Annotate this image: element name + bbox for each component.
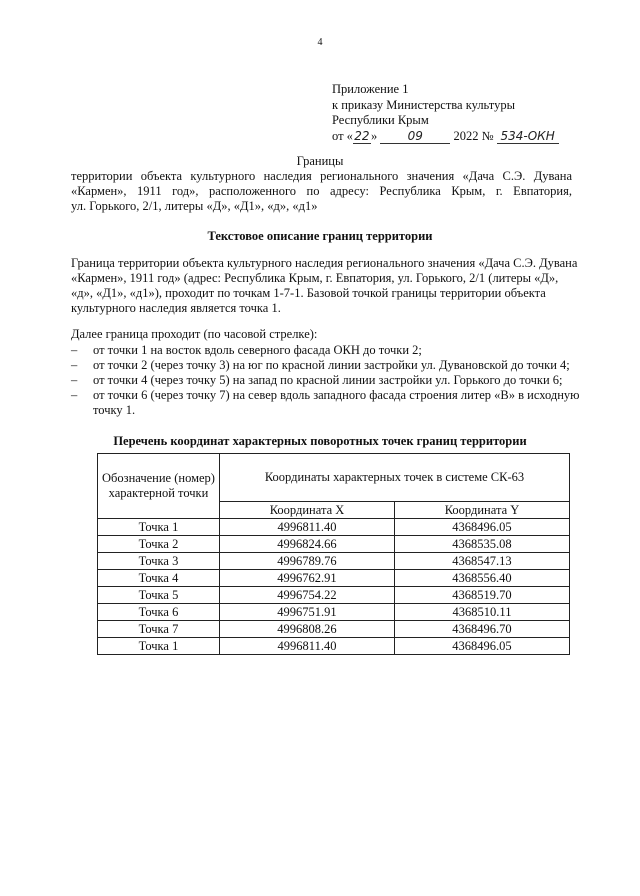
paragraph-line: Граница территории объекта культурного наследия регионального значения «Дача С.Э. Дувана: [71, 256, 578, 270]
x-cell: 4996789.76: [220, 553, 395, 570]
x-cell: 4996762.91: [220, 570, 395, 587]
appendix-date-line: [332, 129, 559, 145]
table-header-row: [98, 454, 570, 502]
point-cell: Точка 2: [98, 536, 220, 553]
description-line: ул. Горького, 2/1, литеры «Д», «Д1», «д», «д1»: [71, 199, 318, 213]
paragraph-line: «Кармен», 1911 год» (адрес: Республика Крым, г. Евпатория, ул. Горького, 2/1 (литеры «Д»,: [71, 271, 559, 285]
list-item-text: от точки 2 (через точку 3) на юг по красной линии застройки ул. Дувановской до точки 4;: [93, 358, 570, 372]
document-title: Границы: [296, 154, 344, 168]
coordinates-table: [97, 453, 570, 655]
y-cell: 4368535.08: [394, 536, 569, 553]
handwritten-order-number: 534-ОКН: [497, 130, 559, 144]
point-cell: Точка 1: [98, 519, 220, 536]
x-cell: 4996811.40: [220, 519, 395, 536]
list-item: [71, 343, 591, 358]
direction-intro: Далее граница проходит (по часовой стрелке):: [71, 327, 318, 341]
handwritten-month: 09: [380, 130, 450, 144]
x-cell: 4996824.66: [220, 536, 395, 553]
date-prefix: от «: [332, 128, 353, 143]
list-dash: –: [71, 358, 78, 372]
title-description: [71, 169, 572, 214]
coordinate-system-header: Координаты характерных точек в системе СК-63: [220, 454, 570, 502]
boundary-list: [71, 343, 591, 418]
section-heading: Текстовое описание границ территории: [207, 229, 433, 243]
table-row: [98, 621, 570, 638]
table-row: [98, 519, 570, 536]
x-cell: 4996808.26: [220, 621, 395, 638]
point-cell: Точка 5: [98, 587, 220, 604]
table-row: [98, 638, 570, 655]
y-cell: 4368556.40: [394, 570, 569, 587]
point-cell: Точка 3: [98, 553, 220, 570]
y-coordinate-header: Координата Y: [394, 502, 569, 519]
x-coordinate-header: Координата X: [220, 502, 395, 519]
y-cell: 4368496.70: [394, 621, 569, 638]
point-cell: Точка 6: [98, 604, 220, 621]
point-cell: Точка 7: [98, 621, 220, 638]
table-row: [98, 570, 570, 587]
appendix-block: [332, 82, 559, 144]
table-row: [98, 536, 570, 553]
list-item: [71, 373, 591, 388]
y-cell: 4368496.05: [394, 519, 569, 536]
table-row: [98, 587, 570, 604]
description-line: территории объекта культурного наследия регионального значения «Дача С.Э. Дувана: [71, 169, 572, 183]
paragraph-line: культурного наследия является точка 1.: [71, 301, 281, 315]
list-dash: –: [71, 373, 78, 387]
list-item-text: от точки 1 на восток вдоль северного фасада ОКН до точки 2;: [93, 343, 422, 357]
year-text: 2022 №: [453, 128, 494, 143]
x-cell: 4996751.91: [220, 604, 395, 621]
table-row: [98, 604, 570, 621]
handwritten-day: 22: [354, 128, 370, 143]
x-cell: 4996811.40: [220, 638, 395, 655]
y-cell: 4368519.70: [394, 587, 569, 604]
date-mid: »: [370, 128, 381, 143]
description-line: «Кармен», 1911 год», расположенного по адресу: Республика Крым, г. Евпатория,: [71, 184, 572, 198]
list-item: [71, 358, 591, 373]
appendix-line-3: Республики Крым: [332, 113, 429, 127]
boundary-paragraph: [71, 256, 591, 316]
point-cell: Точка 4: [98, 570, 220, 587]
point-name-header: Обозначение (номер) характерной точки: [98, 454, 220, 519]
list-dash: –: [71, 388, 78, 402]
table-row: [98, 553, 570, 570]
list-item: [71, 388, 591, 418]
paragraph-line: «д», «Д1», «д1»), проходит по точкам 1-7-1. Базовой точкой границы территории объекта: [71, 286, 546, 300]
point-cell: Точка 1: [98, 638, 220, 655]
appendix-line-2: к приказу Министерства культуры: [332, 97, 515, 112]
y-cell: 4368496.05: [394, 638, 569, 655]
list-item-text: от точки 6 (через точку 7) на север вдоль западного фасада строения литер «В» в исходную точку 1.: [93, 388, 580, 417]
appendix-line-1: Приложение 1: [332, 82, 409, 96]
page-number: 4: [317, 37, 323, 48]
list-dash: –: [71, 343, 78, 357]
list-item-text: от точки 4 (через точку 5) на запад по красной линии застройки ул. Горького до точки 6;: [93, 373, 563, 387]
x-cell: 4996754.22: [220, 587, 395, 604]
y-cell: 4368510.11: [394, 604, 569, 621]
y-cell: 4368547.13: [394, 553, 569, 570]
table-heading: Перечень координат характерных поворотных точек границ территории: [113, 434, 527, 448]
